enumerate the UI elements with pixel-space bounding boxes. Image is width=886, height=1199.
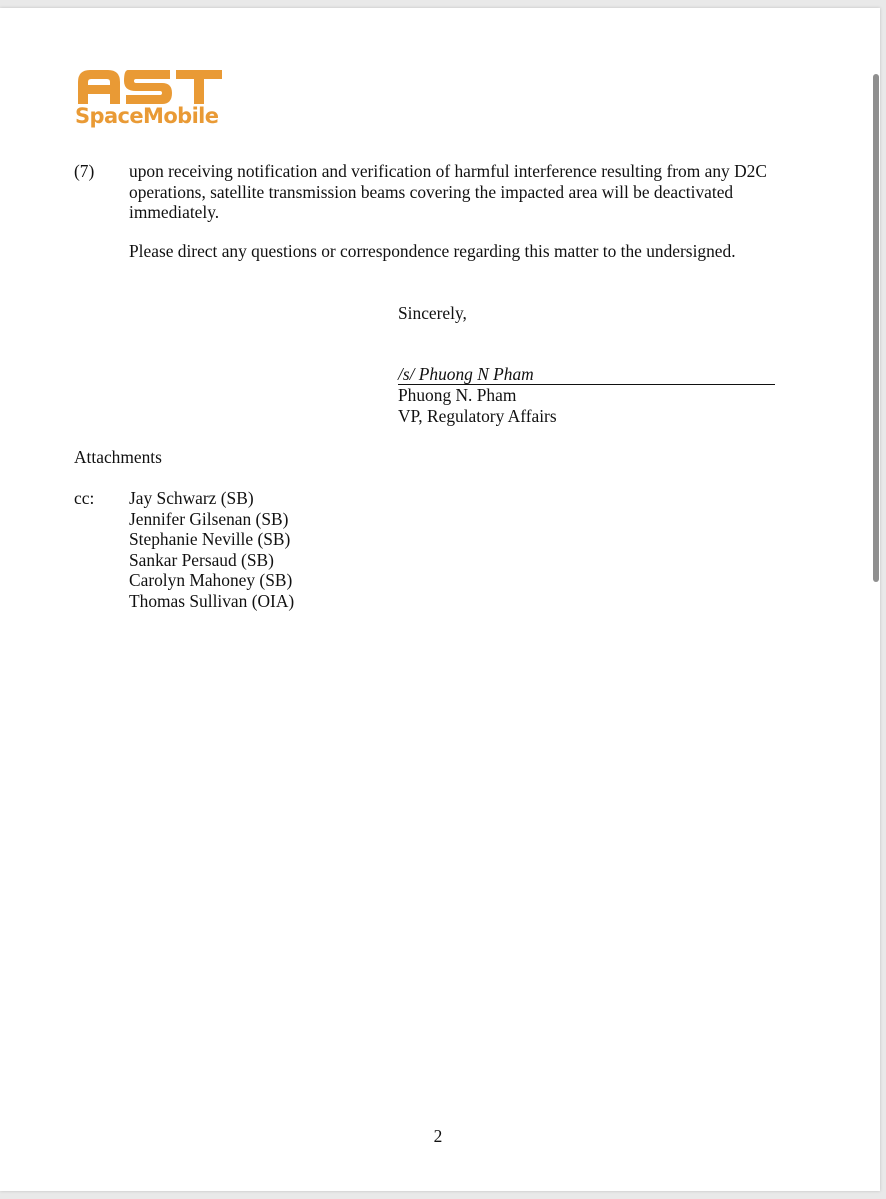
signer-title: VP, Regulatory Affairs — [398, 406, 557, 426]
closing-paragraph: Please direct any questions or correspondence regarding this matter to the undersigned. — [129, 241, 736, 261]
electronic-signature: /s/ Phuong N Pham — [398, 364, 534, 384]
cc-recipient: Jay Schwarz (SB) — [129, 488, 254, 508]
document-page — [0, 8, 880, 1191]
cc-recipient: Jennifer Gilsenan (SB) — [129, 508, 289, 529]
cc-recipient: Carolyn Mahoney (SB) — [129, 570, 293, 590]
vertical-scrollbar[interactable] — [873, 74, 879, 582]
ast-logo-mark — [74, 60, 224, 106]
item-number: (7) — [74, 161, 95, 181]
attachments-label: Attachments — [74, 447, 162, 467]
cc-recipient-list — [129, 488, 294, 611]
page-number: 2 — [433, 1126, 443, 1146]
item-text: upon receiving notification and verification of harmful interference resulting from any D2C operations, satellite transmission beams covering the impacted area will be deactivated immediately. — [129, 161, 767, 222]
closing-salutation: Sincerely, — [398, 303, 467, 323]
cc-recipient: Sankar Persaud (SB) — [129, 549, 274, 570]
cc-recipient: Thomas Sullivan (OIA) — [129, 590, 295, 611]
company-logo — [74, 60, 224, 140]
cc-label: cc: — [74, 488, 95, 508]
signer-name: Phuong N. Pham — [398, 385, 517, 405]
logo-subbrand-text: SpaceMobile — [75, 104, 219, 128]
cc-recipient: Stephanie Neville (SB) — [129, 529, 291, 549]
